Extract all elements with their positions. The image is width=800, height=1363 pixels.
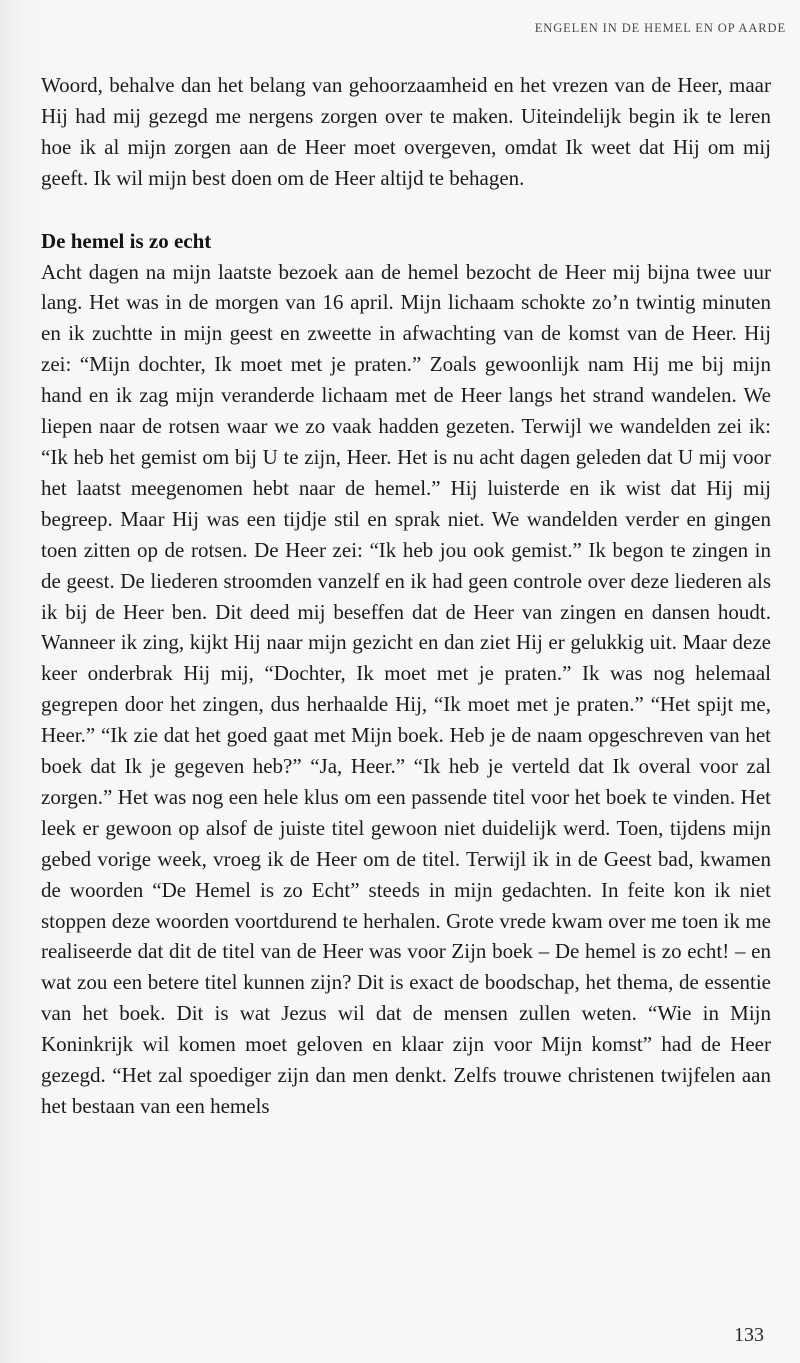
section-spacer: [41, 194, 771, 226]
page-number: 133: [734, 1324, 764, 1346]
section-body-paragraph: Acht dagen na mijn laatste bezoek aan de hemel bezocht de Heer mij bijna twee uur lang. Het was in de morgen van 16 april. Mijn lichaam schokte zo’n twintig minuten en ik zuchtte in mijn geest en zweette in afwachting van de komst van de Heer. Hij zei: “Mijn dochter, Ik moet met je praten.” Zoals gewoonlijk nam Hij me bij mijn hand en ik zag mijn veranderde lichaam met de Heer langs het strand wandelen. We liepen naar de rotsen waar we zo vaak hadden gezeten. Terwijl we wandelden zei ik: “Ik heb het gemist om bij U te zijn, Heer. Het is nu acht dagen geleden dat U mij voor het laatst meegenomen hebt naar de hemel.” Hij luisterde en ik wist dat Hij mij begreep. Maar Hij was een tijdje stil en sprak niet. We wandelden verder en gingen toen zitten op de rotsen. De Heer zei: “Ik heb jou ook gemist.” Ik begon te zingen in de geest. De liederen stroomden vanzelf en ik had geen controle over deze liederen als ik bij de Heer ben. Dit deed mij beseffen dat de Heer van zingen en dansen houdt. Wanneer ik zing, kijkt Hij naar mijn gezicht en dan ziet Hij er gelukkig uit. Maar deze keer onderbrak Hij mij, “Dochter, Ik moet met je praten.” Ik was nog helemaal gegrepen door het zingen, dus herhaalde Hij, “Ik moet met je praten.” “Het spijt me, Heer.” “Ik zie dat het goed gaat met Mijn boek. Heb je de naam opgeschreven van het boek dat Ik je gegeven heb?” “Ja, Heer.” “Ik heb je verteld dat Ik overal voor zal zorgen.” Het was nog een hele klus om een passende titel voor het boek te vinden. Het leek er gewoon op alsof de juiste titel gewoon niet duidelijk werd. Toen, tijdens mijn gebed vorige week, vroeg ik de Heer om de titel. Terwijl ik in de Geest bad, kwamen de woorden “De Hemel is zo Echt” steeds in mijn gedachten. In feite kon ik niet stoppen deze woorden voortdurend te herhalen. Grote vrede kwam over me toen ik me realiseerde dat dit de titel van de Heer was voor Zijn boek – De hemel is zo echt! – en wat zou een betere titel kunnen zijn? Dit is exact de boodschap, het thema, de essentie van het boek. Dit is wat Jezus wil dat de mensen zullen weten. “Wie in Mijn Koninkrijk wil komen moet geloven en klaar zijn voor Mijn komst” had de Heer gezegd. “Het zal spoediger zijn dan men denkt. Zelfs trouwe christenen twijfelen aan het bestaan van een hemels: [41, 259, 771, 1118]
section-heading: De hemel is zo echt: [41, 228, 212, 253]
running-header: ENGELEN IN DE HEMEL EN OP AARDE: [534, 21, 786, 35]
intro-paragraph: Woord, behalve dan het belang van gehoorzaamheid en het vrezen van de Heer, maar Hij had mij gezegd me nergens zorgen over te maken. Uiteindelijk begin ik te leren hoe ik al mijn zorgen aan de Heer moet overgeven, omdat Ik weet dat Hij om mij geeft. Ik wil mijn best doen om de Heer altijd te behagen.: [41, 73, 771, 190]
main-text-block: [41, 70, 771, 1122]
